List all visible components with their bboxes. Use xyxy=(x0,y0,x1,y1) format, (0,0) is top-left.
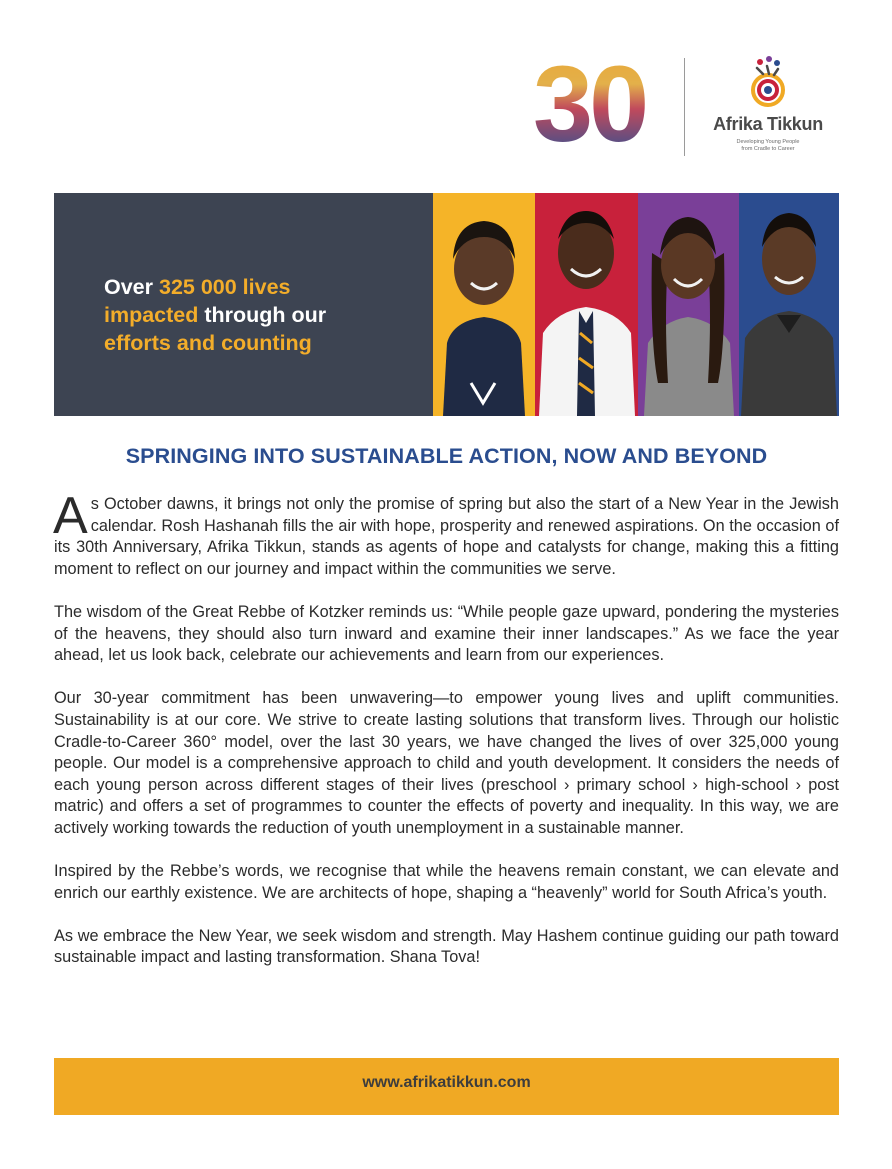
banner-text-efforts: efforts and counting xyxy=(104,331,312,355)
paragraph-5: As we embrace the New Year, we seek wisdom and strength. May Hashem continue guiding our path toward sustainable impact and lasting transformation. Shana Tova! xyxy=(54,926,839,967)
logo-30-number: 30 xyxy=(533,43,646,164)
person-silhouette-icon xyxy=(638,193,739,416)
paragraph-2: The wisdom of the Great Rebbe of Kotzker reminds us: “While people gaze upward, pondering the mysteries of the heavens, they should also turn inward and examine their inner landscapes.” As we face the year ahead, let us look back, celebrate our achievements and learn from our experiences. xyxy=(54,602,839,665)
logo-tagline-line1: Developing Young People xyxy=(736,139,800,145)
banner-headline xyxy=(104,273,424,357)
logo-divider xyxy=(684,58,685,156)
person-silhouette-icon xyxy=(535,193,638,416)
banner-text-over: Over xyxy=(104,275,159,299)
article-heading: SPRINGING INTO SUSTAINABLE ACTION, NOW AND BEYOND xyxy=(125,444,768,468)
afrika-tikkun-emblem-icon xyxy=(747,54,787,114)
paragraph-1-text: s October dawns, it brings not only the promise of spring but also the start of a New Year in the Jewish calendar. Rosh Hashanah fills the air with hope, prosperity and renewed aspirations. On the occasion of its 30th Anniversary, Afrika Tikkun, stands as agents of hope and catalysts for change, making this a fitting moment to reflect on our journey and impact within the communities we serve. xyxy=(54,495,839,578)
banner-text-impacted: impacted xyxy=(104,303,199,327)
photo-panel-young-woman xyxy=(638,193,739,416)
photo-panel-student xyxy=(535,193,638,416)
logo-tagline xyxy=(709,139,827,153)
footer-bar xyxy=(54,1058,839,1115)
banner-text-lives: 325 000 lives xyxy=(158,275,291,299)
paragraph-3: Our 30-year commitment has been unwavering—to empower young lives and uplift communities. Sustainability is at our core. We strive to create lasting solutions that transform lives. Through our holistic Cradle-to-Career 360° model, over the last 30 years, we have changed the lives of over 325,000 young people. Our model is a comprehensive approach to child and youth development. It considers the needs of each young person across different stages of their lives (preschool › primary school › high-school › post matric) and offers a set of programmes to counter the effects of poverty and inequality. In this way, we are actively working towards the reduction of youth unemployment in a sustainable manner. xyxy=(54,689,839,837)
drop-cap: A xyxy=(53,487,88,545)
person-silhouette-icon xyxy=(433,193,535,416)
brand-logo xyxy=(533,43,833,164)
hero-banner xyxy=(54,193,839,416)
logo-tagline-line2: from Cradle to Career xyxy=(741,146,795,152)
article-body xyxy=(53,487,839,991)
banner-text-through: through our xyxy=(198,303,327,327)
website-link[interactable]: www.afrikatikkun.com xyxy=(362,1074,531,1091)
logo-wordmark: Afrika Tikkun xyxy=(713,114,823,134)
paragraph-4: Inspired by the Rebbe’s words, we recognise that while the heavens remain constant, we can elevate and enrich our earthly existence. We are architects of hope, shaping a “heavenly” world for South Africa’s youth. xyxy=(54,862,839,902)
person-silhouette-icon xyxy=(739,193,839,416)
paragraph-1 xyxy=(53,487,839,580)
photo-panel-young-man xyxy=(739,193,839,416)
photo-panel-child xyxy=(433,193,535,416)
